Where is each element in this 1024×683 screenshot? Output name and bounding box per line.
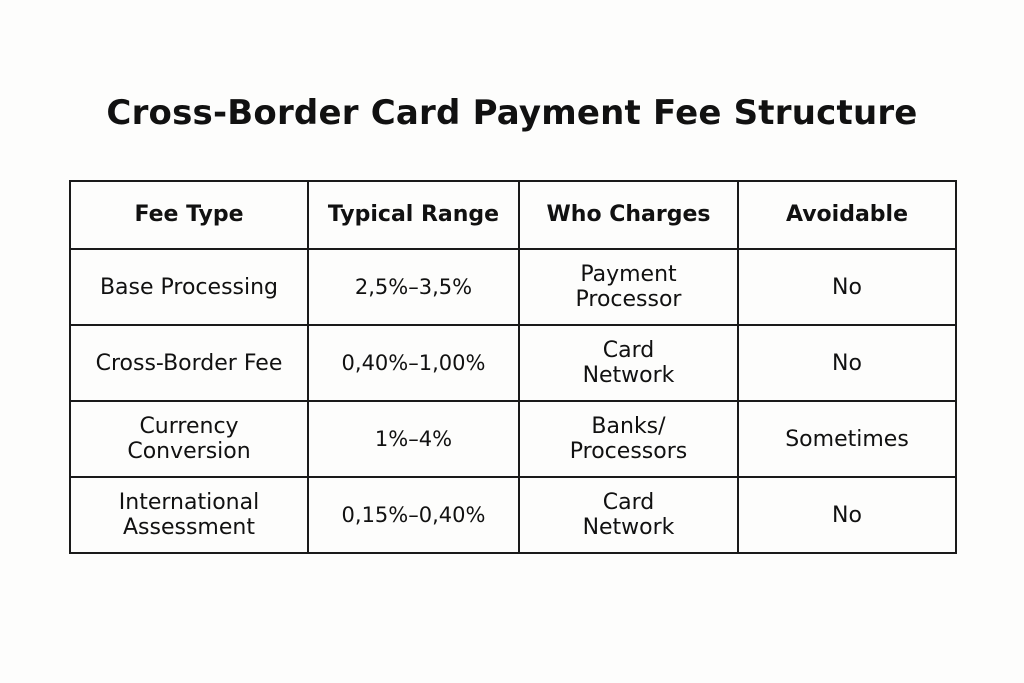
column-header-who-charges: Who Charges [519,181,738,249]
column-header-typical-range: Typical Range [308,181,519,249]
who-charges-cell [519,249,738,325]
avoidable-text: No [832,350,862,376]
table-row [70,477,956,553]
column-header-fee-type: Fee Type [70,181,308,249]
who-charges-text: Banks/ Processors [569,414,688,464]
fee-type-cell [70,401,308,477]
fee-type-cell [70,249,308,325]
avoidable-text: Sometimes [785,426,909,452]
typical-range-cell [308,477,519,553]
table-row [70,325,956,401]
typical-range-cell [308,249,519,325]
who-charges-text: Card Network [582,338,675,388]
typical-range-text: 0,40%–1,00% [341,350,486,375]
who-charges-cell [519,325,738,401]
fee-table [69,180,957,554]
typical-range-cell [308,325,519,401]
avoidable-cell [738,325,956,401]
avoidable-cell [738,249,956,325]
avoidable-text: No [832,502,862,528]
avoidable-cell [738,401,956,477]
fee-type-cell [70,325,308,401]
fee-type-text: International Assessment [118,490,260,540]
column-header-avoidable: Avoidable [738,181,956,249]
fee-type-text: Currency Conversion [127,414,251,464]
table-header-row [70,181,956,249]
who-charges-text: Card Network [582,490,675,540]
page-title: Cross-Border Card Payment Fee Structure [106,93,918,133]
table-row [70,249,956,325]
who-charges-text: Payment Processor [575,262,682,312]
who-charges-cell [519,401,738,477]
table-row [70,401,956,477]
typical-range-cell [308,401,519,477]
typical-range-text: 2,5%–3,5% [354,274,473,299]
fee-type-text: Cross-Border Fee [95,350,283,376]
fee-type-text: Base Processing [99,274,279,300]
avoidable-text: No [832,274,862,300]
who-charges-cell [519,477,738,553]
typical-range-text: 1%–4% [374,426,453,451]
avoidable-cell [738,477,956,553]
typical-range-text: 0,15%–0,40% [341,502,486,527]
fee-type-cell [70,477,308,553]
